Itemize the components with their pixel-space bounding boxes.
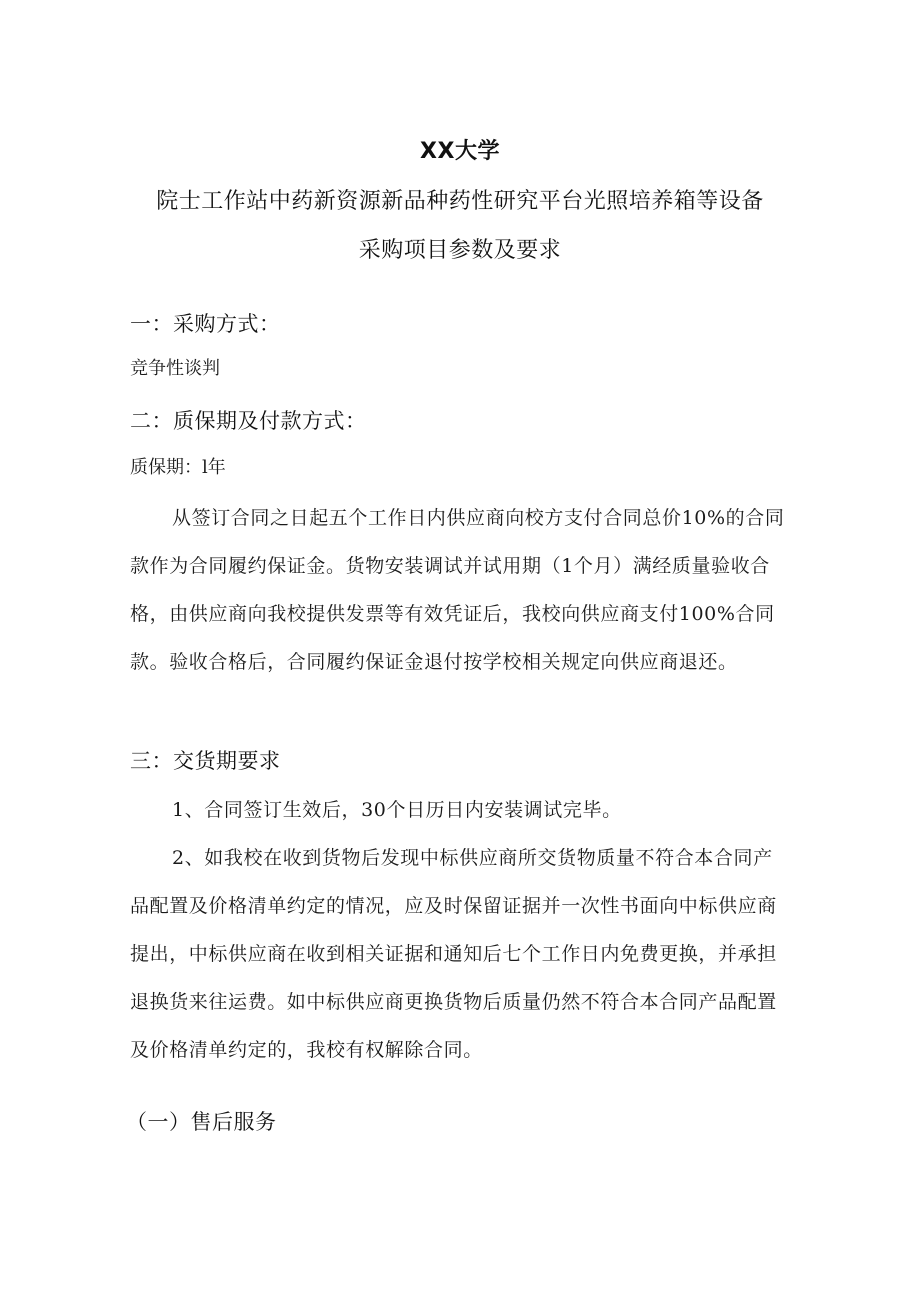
project-title-line1: 院士工作站中药新资源新品种药性研究平台光照培养箱等设备	[156, 189, 764, 214]
procurement-method-heading: 一：采购方式：	[130, 312, 281, 336]
warranty-payment-heading: 二：质保期及付款方式：	[130, 409, 367, 433]
delivery-item-2: 2、如我校在收到货物后发现中标供应商所交货物质量不符合本合同产品配置及价格清单约定的情况，应及时保留证据并一次性书面向中标供应商提出，中标供应商在收到相关证据和通知后七个工作日内免费更换，并承担退换货来往运费。如中标供应商更换货物后质量仍然不符合本合同产品配置及价格清单约定的，我校有权解除合同。	[130, 847, 777, 1061]
university-title: XX大学	[420, 139, 500, 164]
delivery-heading: 三：交货期要求	[130, 749, 281, 773]
after-sales-heading: （一）售后服务	[126, 1110, 277, 1134]
delivery-item-1: 1、合同签订生效后，30个日历日内安装调试完毕。	[172, 799, 622, 821]
project-title-line2: 采购项目参数及要求	[358, 238, 562, 263]
payment-terms-paragraph: 从签订合同之日起五个工作日内供应商向校方支付合同总价10%的合同款作为合同履约保证金。货物安装调试并试用期（1个月）满经质量验收合格，由供应商向我校提供发票等有效凭证后，我校向供应商支付100%合同款。验收合格后，合同履约保证金退付按学校相关规定向供应商退还。	[130, 507, 785, 673]
warranty-period: 质保期：l年	[130, 457, 226, 478]
procurement-method-value: 竞争性谈判	[130, 358, 220, 379]
